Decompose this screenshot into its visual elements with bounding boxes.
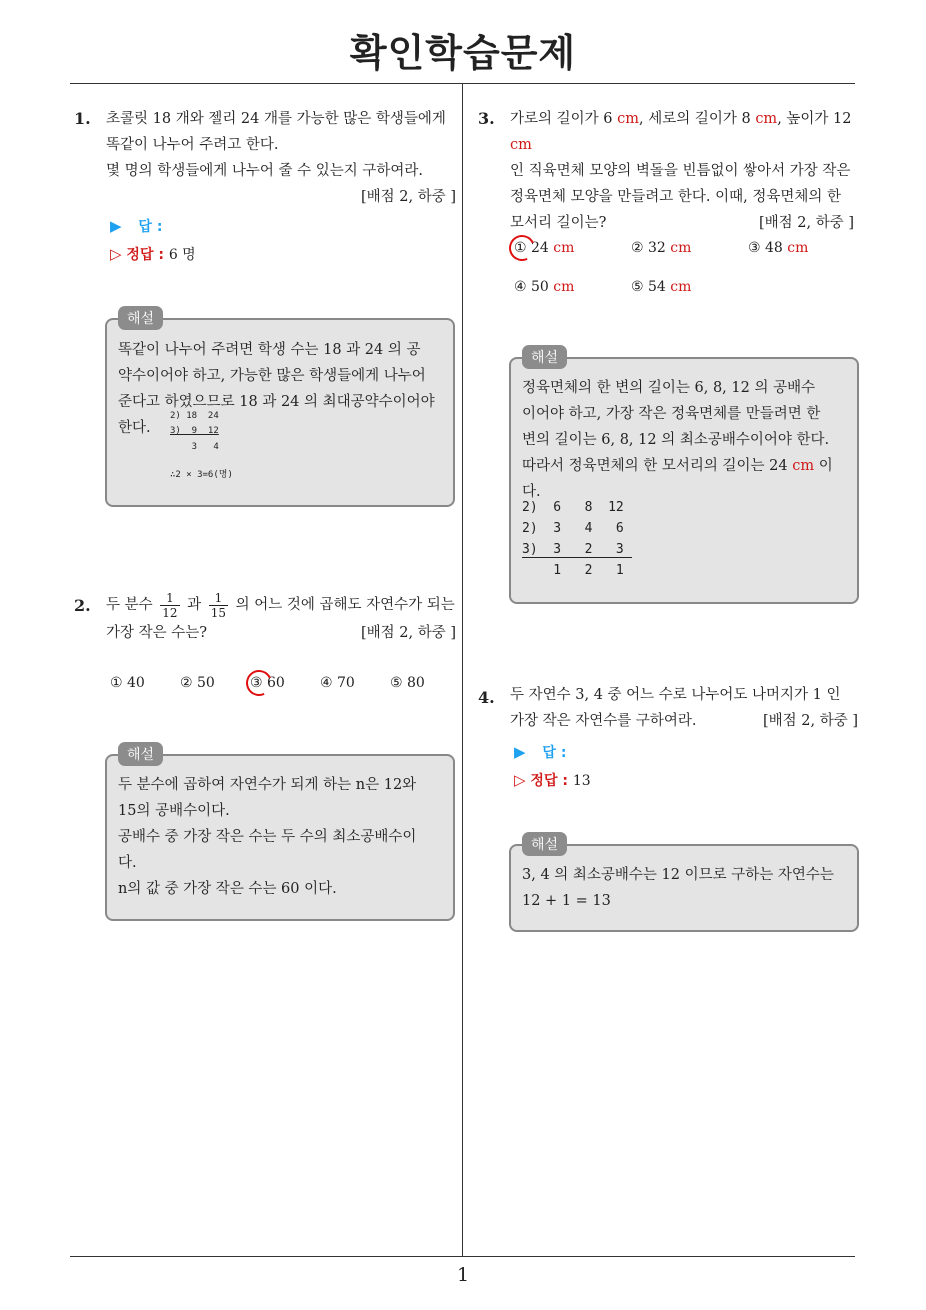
answer-label: 답 : <box>542 745 567 761</box>
question-1-line: 몇 명의 학생들에게 나누어 줄 수 있는지 구하여라. <box>106 163 424 179</box>
solution-line: 두 분수에 곱하여 자연수가 되게 하는 n은 12와 <box>118 777 417 793</box>
question-1-line: 똑같이 나누어 주려고 한다. <box>106 137 279 153</box>
division-row: 2) 6 8 12 <box>522 500 624 515</box>
question-2-line: 가장 작은 수는? <box>106 625 208 641</box>
triangle-right-outline-icon: ▷ <box>110 245 122 263</box>
correct-answer-row <box>110 244 196 264</box>
solution-line: 변의 길이는 6, 8, 12 의 최소공배수이어야 한다. <box>522 432 830 448</box>
question-3-points: [배점 2, 하중 ] <box>758 215 854 231</box>
question-2-text-part: 두 분수 <box>106 597 153 613</box>
solution-line: 한다. <box>118 420 151 436</box>
choice-selected[interactable]: ③ 60 <box>250 675 285 691</box>
solution-tag: 해설 <box>118 742 163 766</box>
correct-value: 13 <box>572 773 591 789</box>
choice[interactable]: ③ 48 cm <box>748 240 809 256</box>
choice[interactable]: ⑤ 80 <box>390 675 425 691</box>
solution-line: 12 + 1 = 13 <box>522 893 611 909</box>
correct-label: 정답 : <box>530 773 568 789</box>
solution-line: 똑같이 나누어 주려면 학생 수는 18 과 24 의 공 <box>118 342 421 358</box>
question-4-points: [배점 2, 하중 ] <box>762 713 858 729</box>
fraction: $\frac{1}{15}$ <box>210 590 227 620</box>
choice[interactable]: ⑤ 54 cm <box>631 279 692 295</box>
solution-line: 약수이어야 하고, 가능한 많은 학생들에게 나누어 <box>118 368 426 384</box>
question-3-line: 모서리 길이는? <box>510 215 607 231</box>
answer-circle-mark <box>505 231 538 264</box>
question-2-points: [배점 2, 하중 ] <box>360 625 456 641</box>
answer-circle-mark <box>242 666 275 699</box>
solution-line: 준다고 하였으므로 18 과 24 의 최대공약수이어야 <box>118 394 435 410</box>
question-3-text-part: , 세로의 길이가 8 <box>638 111 751 127</box>
solution-line: 정육면체의 한 변의 길이는 6, 8, 12 의 공배수 <box>522 380 816 396</box>
division-row: 2) 18 24 <box>170 411 219 421</box>
triangle-right-filled-icon: ▶ <box>110 217 122 235</box>
answer-label: 답 : <box>138 219 163 235</box>
solution-line: 이 <box>814 458 833 474</box>
unit-cm: cm <box>792 458 815 474</box>
solution-text <box>118 337 448 441</box>
division-row: 2) 3 4 6 <box>522 521 624 536</box>
choice[interactable]: ④ 50 cm <box>514 279 575 295</box>
question-2-text <box>106 590 456 646</box>
choice[interactable]: ④ 70 <box>320 675 355 691</box>
question-3-text <box>510 106 860 236</box>
question-1-points: [배점 2, 하중 ] <box>360 189 456 205</box>
question-1-line: 초콜릿 18 개와 젤리 24 개를 가능한 많은 학생들에게 <box>106 111 446 127</box>
solution-text <box>522 862 852 914</box>
question-3-line: 인 직육면체 모양의 벽돌을 빈틈없이 쌓아서 가장 작은 <box>510 163 851 179</box>
solution-line: 15의 공배수이다. <box>118 803 230 819</box>
choice[interactable]: ② 32 cm <box>631 240 692 256</box>
answer-row <box>110 216 162 236</box>
choice-selected[interactable]: ① 24 cm <box>514 240 575 256</box>
solution-text <box>522 375 852 505</box>
solution-tag: 해설 <box>522 832 567 856</box>
solution-line: n의 값 중 가장 작은 수는 60 이다. <box>118 881 337 897</box>
division-row: 1 2 1 <box>522 563 624 578</box>
question-2-text-part: 과 <box>187 597 202 613</box>
page-number: 1 <box>456 1264 470 1286</box>
unit-cm: cm <box>510 137 532 153</box>
unit-cm: cm <box>617 111 639 127</box>
solution-tag: 해설 <box>118 306 163 330</box>
question-1-text <box>106 106 456 210</box>
column-divider <box>462 83 463 1257</box>
unit-cm: cm <box>755 111 778 127</box>
solution-line: 다. <box>118 855 137 871</box>
question-3-text-part: , 높이가 12 <box>777 111 852 127</box>
question-2-text-part: 의 어느 것에 곱해도 자연수가 되는 <box>235 597 455 613</box>
choice[interactable]: ① 40 <box>110 675 145 691</box>
choice[interactable]: ② 50 <box>180 675 215 691</box>
page-title: 확인학습문제 <box>349 31 577 75</box>
fraction: $\frac{1}{12}$ <box>162 590 178 620</box>
solution-line: 이어야 하고, 가장 작은 정육면체를 만들려면 한 <box>522 406 821 422</box>
division-row: 3) 9 12 <box>170 426 219 436</box>
solution-line: 따라서 정육면체의 한 모서리의 길이는 24 <box>522 458 788 474</box>
triangle-right-filled-icon: ▶ <box>514 743 526 761</box>
answer-row <box>514 742 566 762</box>
correct-value: 6 명 <box>168 247 196 263</box>
solution-line: 다. <box>522 484 541 500</box>
correct-label: 정답 : <box>126 247 164 263</box>
correct-answer-row <box>514 770 591 790</box>
division-row: 3 4 <box>170 442 219 452</box>
question-3-line: 정육면체 모양을 만들려고 한다. 이때, 정육면체의 한 <box>510 189 842 205</box>
question-3-text-part: 가로의 길이가 6 <box>510 111 613 127</box>
footer-rule <box>70 1256 855 1257</box>
question-3-number: 3. <box>478 109 495 128</box>
solution-line: 3, 4 의 최소공배수는 12 이므로 구하는 자연수는 <box>522 867 834 883</box>
solution-tag: 해설 <box>522 345 567 369</box>
question-2-number: 2. <box>74 596 91 615</box>
division-row: 3) 3 2 3 <box>522 542 632 558</box>
question-4-text <box>510 682 860 734</box>
solution-line: 공배수 중 가장 작은 수는 두 수의 최소공배수이 <box>118 829 417 845</box>
question-4-line: 가장 작은 자연수를 구하여라. <box>510 713 697 729</box>
triangle-right-outline-icon: ▷ <box>514 771 526 789</box>
question-4-line: 두 자연수 3, 4 중 어느 수로 나누어도 나머지가 1 인 <box>510 687 841 703</box>
question-4-number: 4. <box>478 688 495 707</box>
division-result: ∴2 × 3=6(명) <box>170 470 233 480</box>
solution-text <box>118 772 448 902</box>
question-1-number: 1. <box>74 109 91 128</box>
